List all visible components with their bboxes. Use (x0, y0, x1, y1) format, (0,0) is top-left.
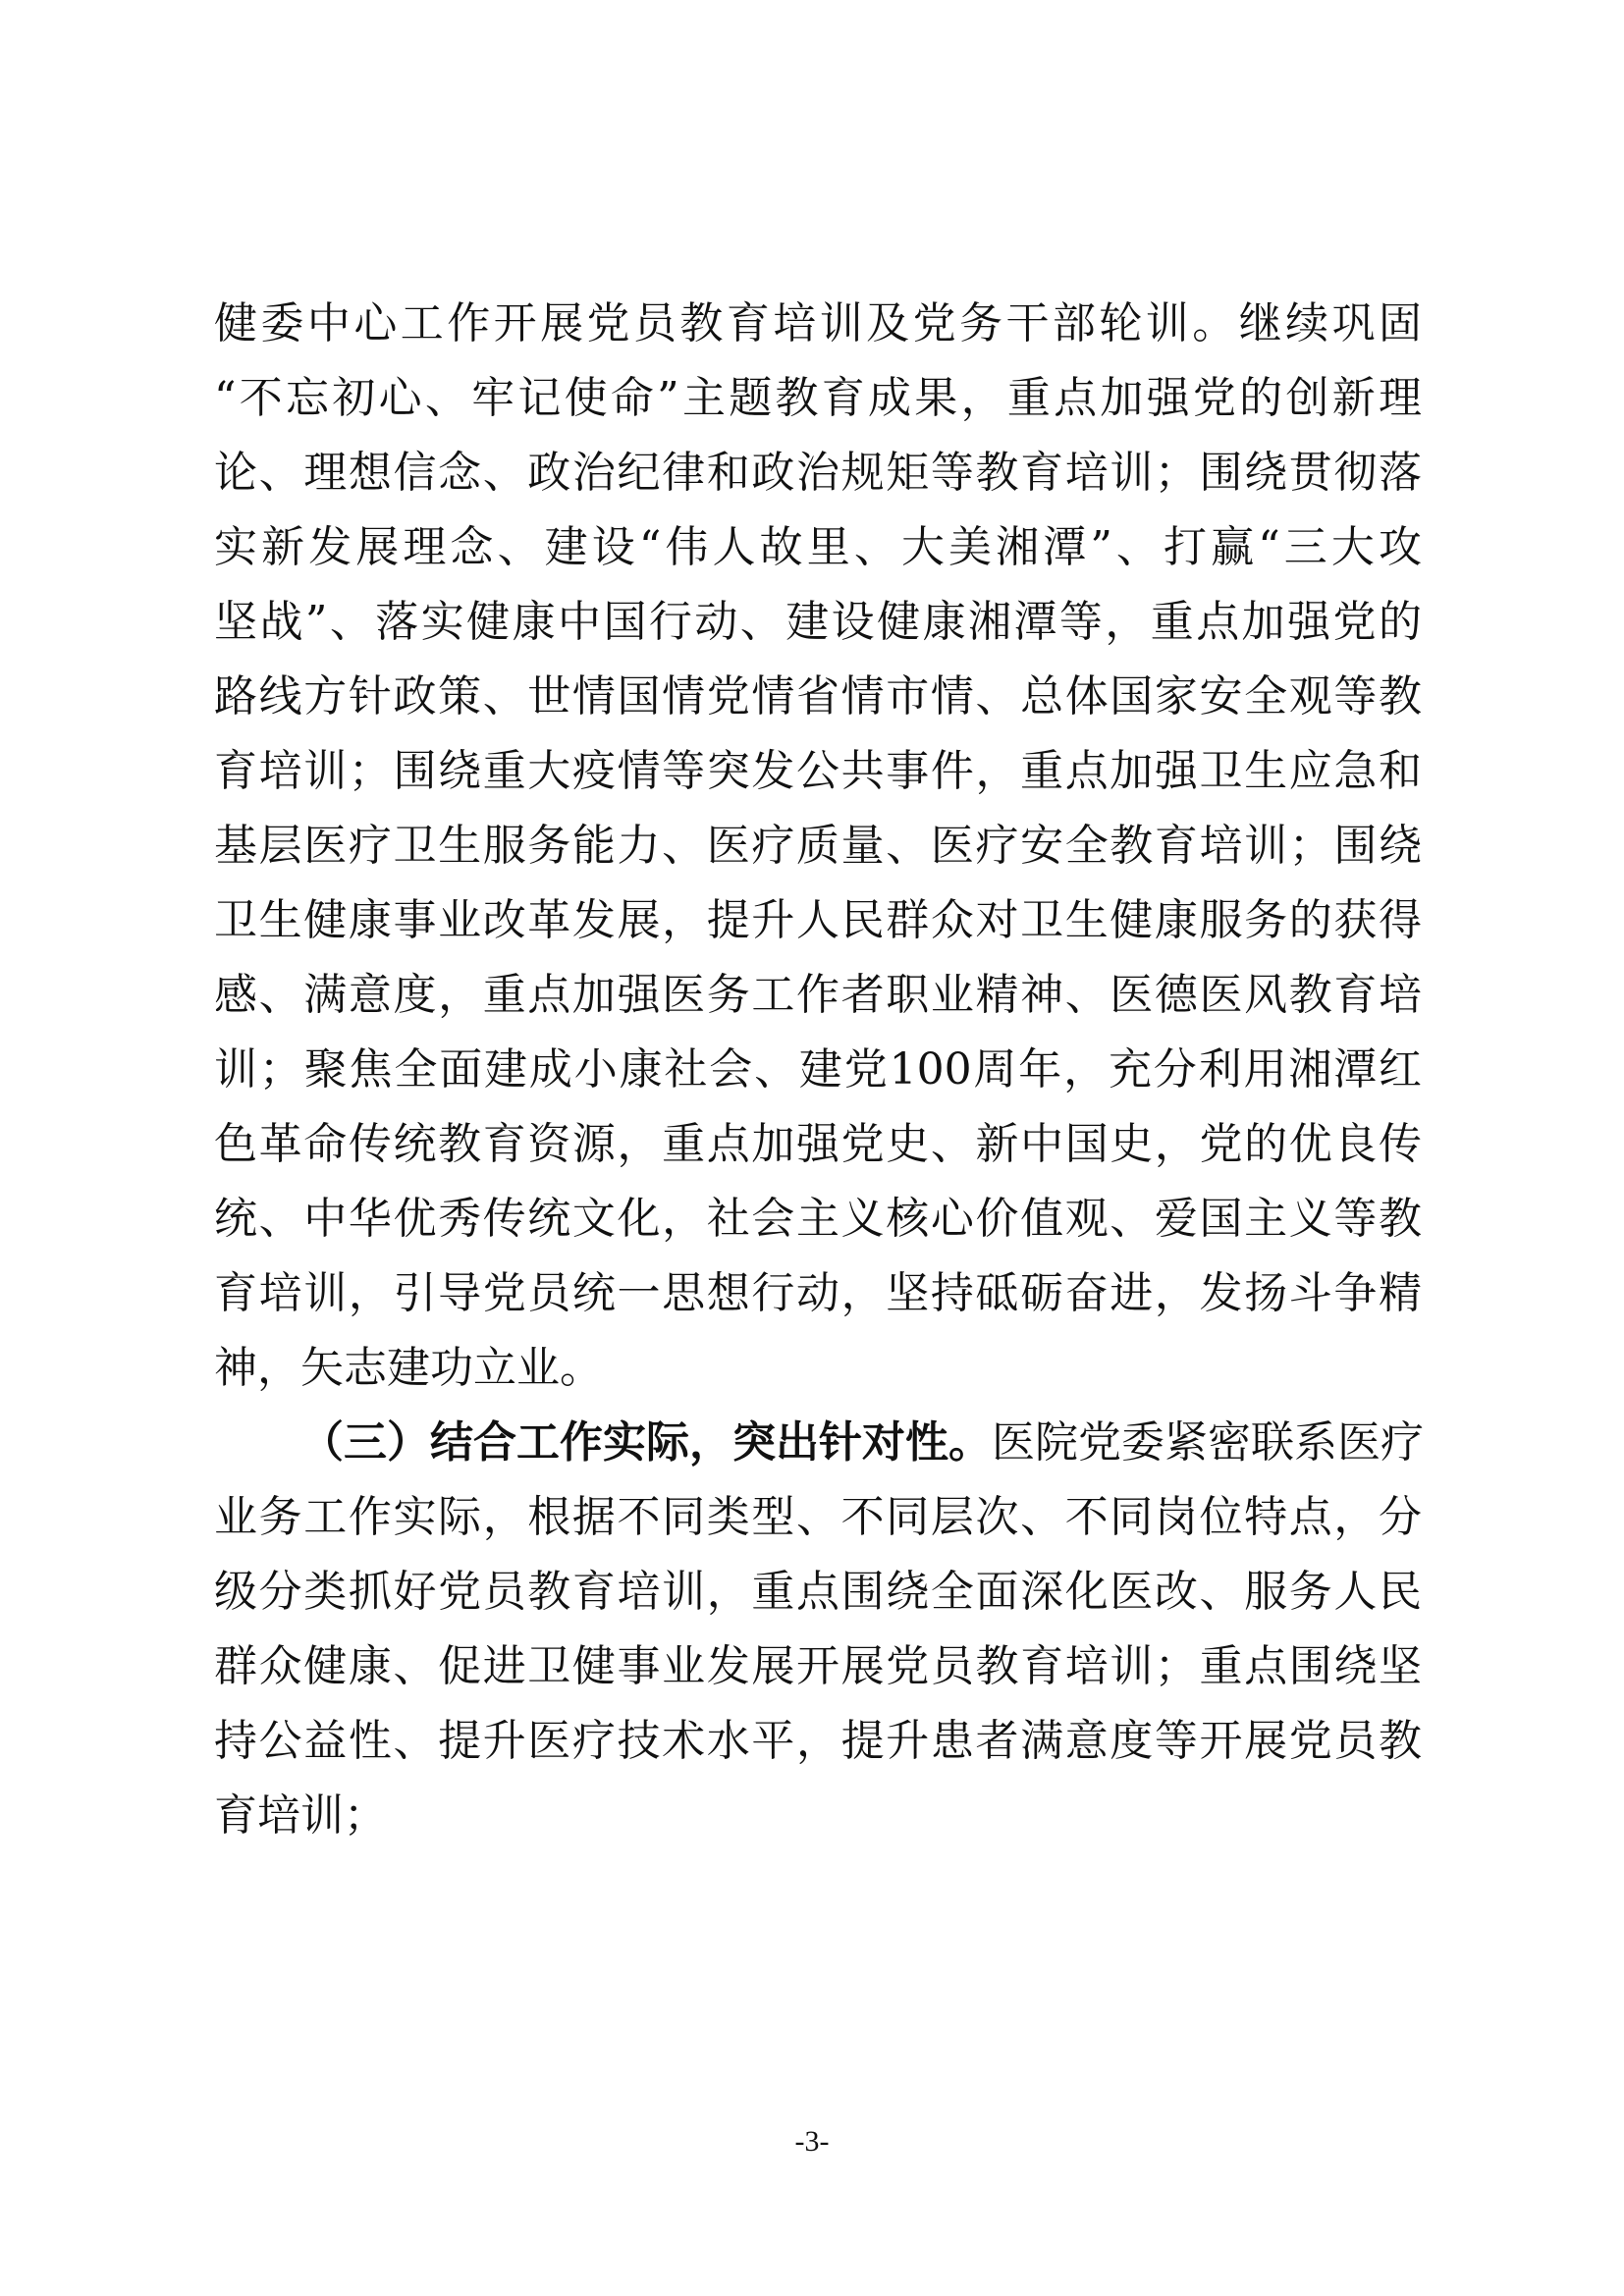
text-line: 统、中华优秀传统文化，社会主义核心价值观、爱国主义等教 (214, 1194, 1422, 1244)
page-number: -3- (794, 2125, 830, 2158)
text-line: 育培训，引导党员统一思想行动，坚持砥砺奋进，发扬斗争精 (214, 1268, 1422, 1318)
paragraph-1 (214, 287, 1422, 1406)
text-line: 训；聚焦全面建成小康社会、建党100周年，充分利用湘潭红 (214, 1044, 1422, 1095)
text-line: 群众健康、促进卫健事业发展开展党员教育培训；重点围绕坚 (214, 1641, 1422, 1691)
text-line: 色革命传统教育资源，重点加强党史、新中国史，党的优良传 (214, 1119, 1422, 1169)
text-line: 论、理想信念、政治纪律和政治规矩等教育培训；围绕贯彻落 (214, 448, 1422, 498)
text-line: 持公益性、提升医疗技术水平，提升患者满意度等开展党员教 (214, 1716, 1422, 1766)
section-heading: （三）结合工作实际，突出针对性。 (300, 1417, 992, 1468)
text-line: 育培训；围绕重大疫情等突发公共事件，重点加强卫生应急和 (214, 746, 1422, 796)
paragraph-2 (214, 1406, 1422, 1853)
text-line: “不忘初心、牢记使命”主题教育成果，重点加强党的创新理 (214, 373, 1422, 423)
text-line: 坚战”、落实健康中国行动、建设健康湘潭等，重点加强党的 (214, 597, 1422, 647)
text-line: 感、满意度，重点加强医务工作者职业精神、医德医风教育培 (214, 970, 1422, 1020)
text-run: 医院党委紧密联系医疗 (992, 1417, 1424, 1468)
body-text (214, 287, 1422, 1853)
text-line: 健委中心工作开展党员教育培训及党务干部轮训。继续巩固 (214, 298, 1422, 348)
text-line: 业务工作实际，根据不同类型、不同层次、不同岗位特点，分 (214, 1492, 1422, 1542)
text-line: 级分类抓好党员教育培训，重点围绕全面深化医改、服务人民 (214, 1567, 1422, 1617)
text-line: 育培训； (214, 1790, 387, 1841)
paragraph-2-first-line (214, 1406, 1422, 1480)
text-line: 实新发展理念、建设“伟人故里、大美湘潭”、打赢“三大攻 (214, 522, 1422, 572)
text-line: 基层医疗卫生服务能力、医疗质量、医疗安全教育培训；围绕 (214, 821, 1422, 871)
text-line: 神，矢志建功立业。 (214, 1343, 603, 1393)
text-line: 卫生健康事业改革发展，提升人民群众对卫生健康服务的获得 (214, 895, 1422, 945)
text-line: 路线方针政策、世情国情党情省情市情、总体国家安全观等教 (214, 671, 1422, 721)
